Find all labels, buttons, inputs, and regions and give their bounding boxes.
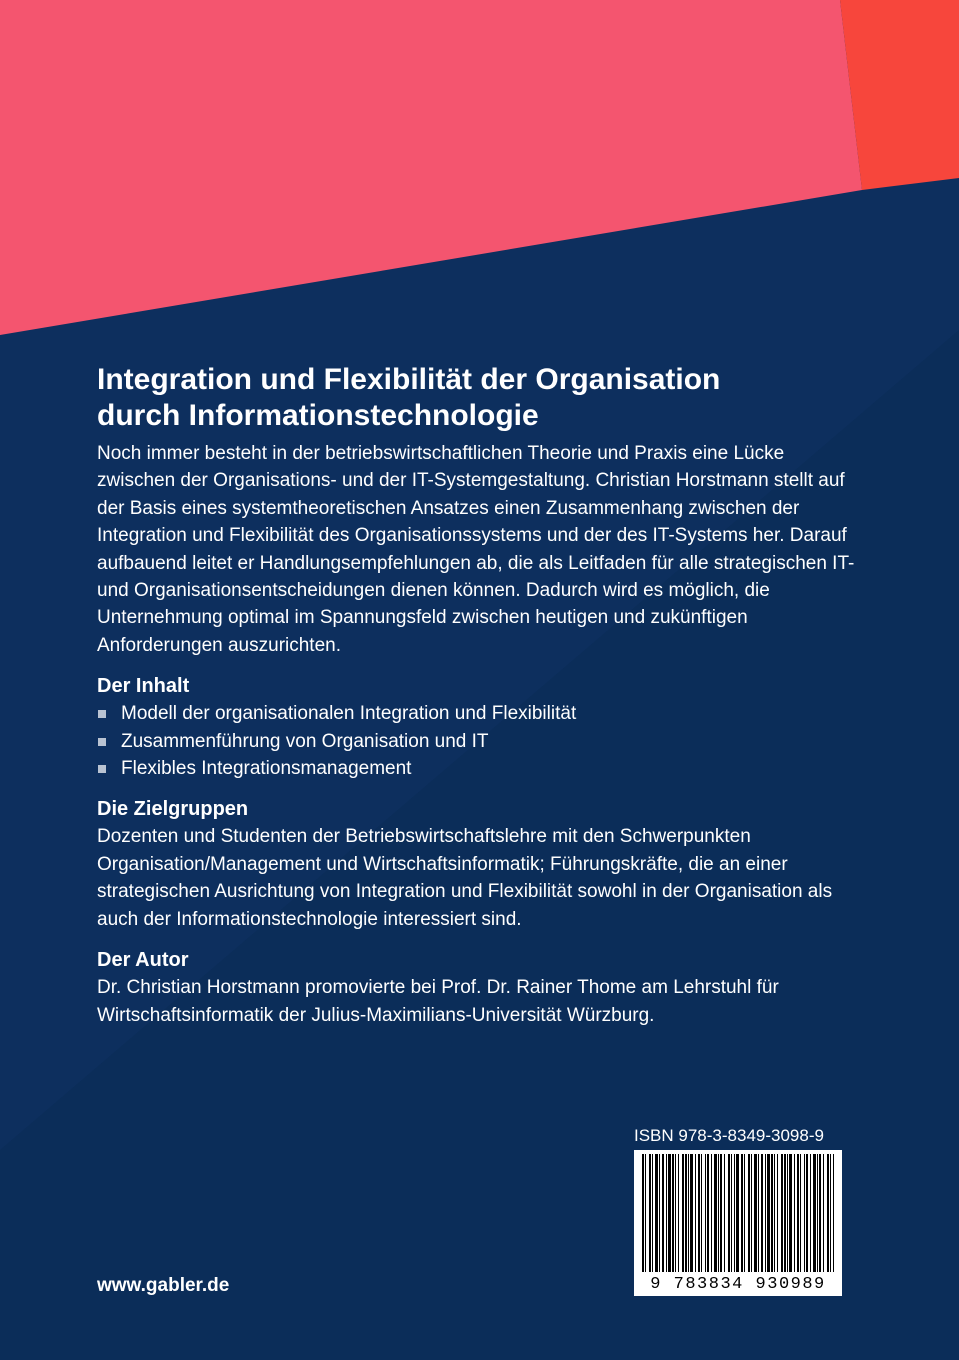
autor-heading: Der Autor bbox=[97, 949, 189, 972]
zielgruppen-text: Dozenten und Studenten der Betriebswirtschaftslehre mit den Schwerpunkten Organisation/Management und Wirtschaftsinformatik; Führungskräfte, die an einer strategischen Ausrichtung von Integration und Flexibilität sowohl in der Organisation als auch der Informationstechnologie interessiert sind. bbox=[97, 826, 833, 930]
isbn-label: ISBN 978-3-8349-3098-9 bbox=[634, 1126, 824, 1145]
main-content bbox=[97, 362, 867, 1029]
inhalt-heading: Der Inhalt bbox=[97, 675, 190, 698]
barcode bbox=[634, 1150, 842, 1296]
zielgruppen-heading: Die Zielgruppen bbox=[97, 798, 249, 821]
intro-text: Noch immer besteht in der betriebswirtschaftlichen Theorie und Praxis eine Lücke zwischen der Organisations- und der IT-Systemgestaltung. Christian Horstmann stellt auf der Basis eines systemtheoretischen Ansatzes einen Zusammenhang zwischen der Integration und Flexibilität des Organisationssystems und der des IT-Systems her. Darauf aufbauend leitet er Handlungsempfehlungen ab, die als Leitfaden für alle strategischen IT- und Organisationsentscheidungen dienen können. Dadurch wird es möglich, die Unternehmung optimal im Spannungsfeld zwischen heutigen und zukünftigen Anforderungen auszurichten. bbox=[97, 443, 855, 656]
square-bullet-icon bbox=[98, 765, 106, 773]
inhalt-list bbox=[97, 700, 867, 782]
website-url: www.gabler.de bbox=[97, 1275, 230, 1296]
book-title bbox=[97, 362, 867, 434]
square-bullet-icon bbox=[98, 738, 106, 746]
barcode-number: 9 783834 930989 bbox=[650, 1275, 826, 1294]
list-item: Flexibles Integrationsmanagement bbox=[97, 755, 867, 782]
autor-text: Dr. Christian Horstmann promovierte bei Prof. Dr. Rainer Thome am Lehrstuhl für Wirtschaftsinformatik der Julius-Maximilians-Universität Würzburg. bbox=[97, 977, 779, 1026]
title-line-1: Integration und Flexibilität der Organisation bbox=[97, 363, 721, 396]
list-item: Zusammenführung von Organisation und IT bbox=[97, 728, 867, 755]
list-item: Modell der organisationalen Integration und Flexibilität bbox=[97, 700, 867, 727]
square-bullet-icon bbox=[98, 710, 106, 718]
title-line-2: durch Informationstechnologie bbox=[97, 399, 539, 432]
